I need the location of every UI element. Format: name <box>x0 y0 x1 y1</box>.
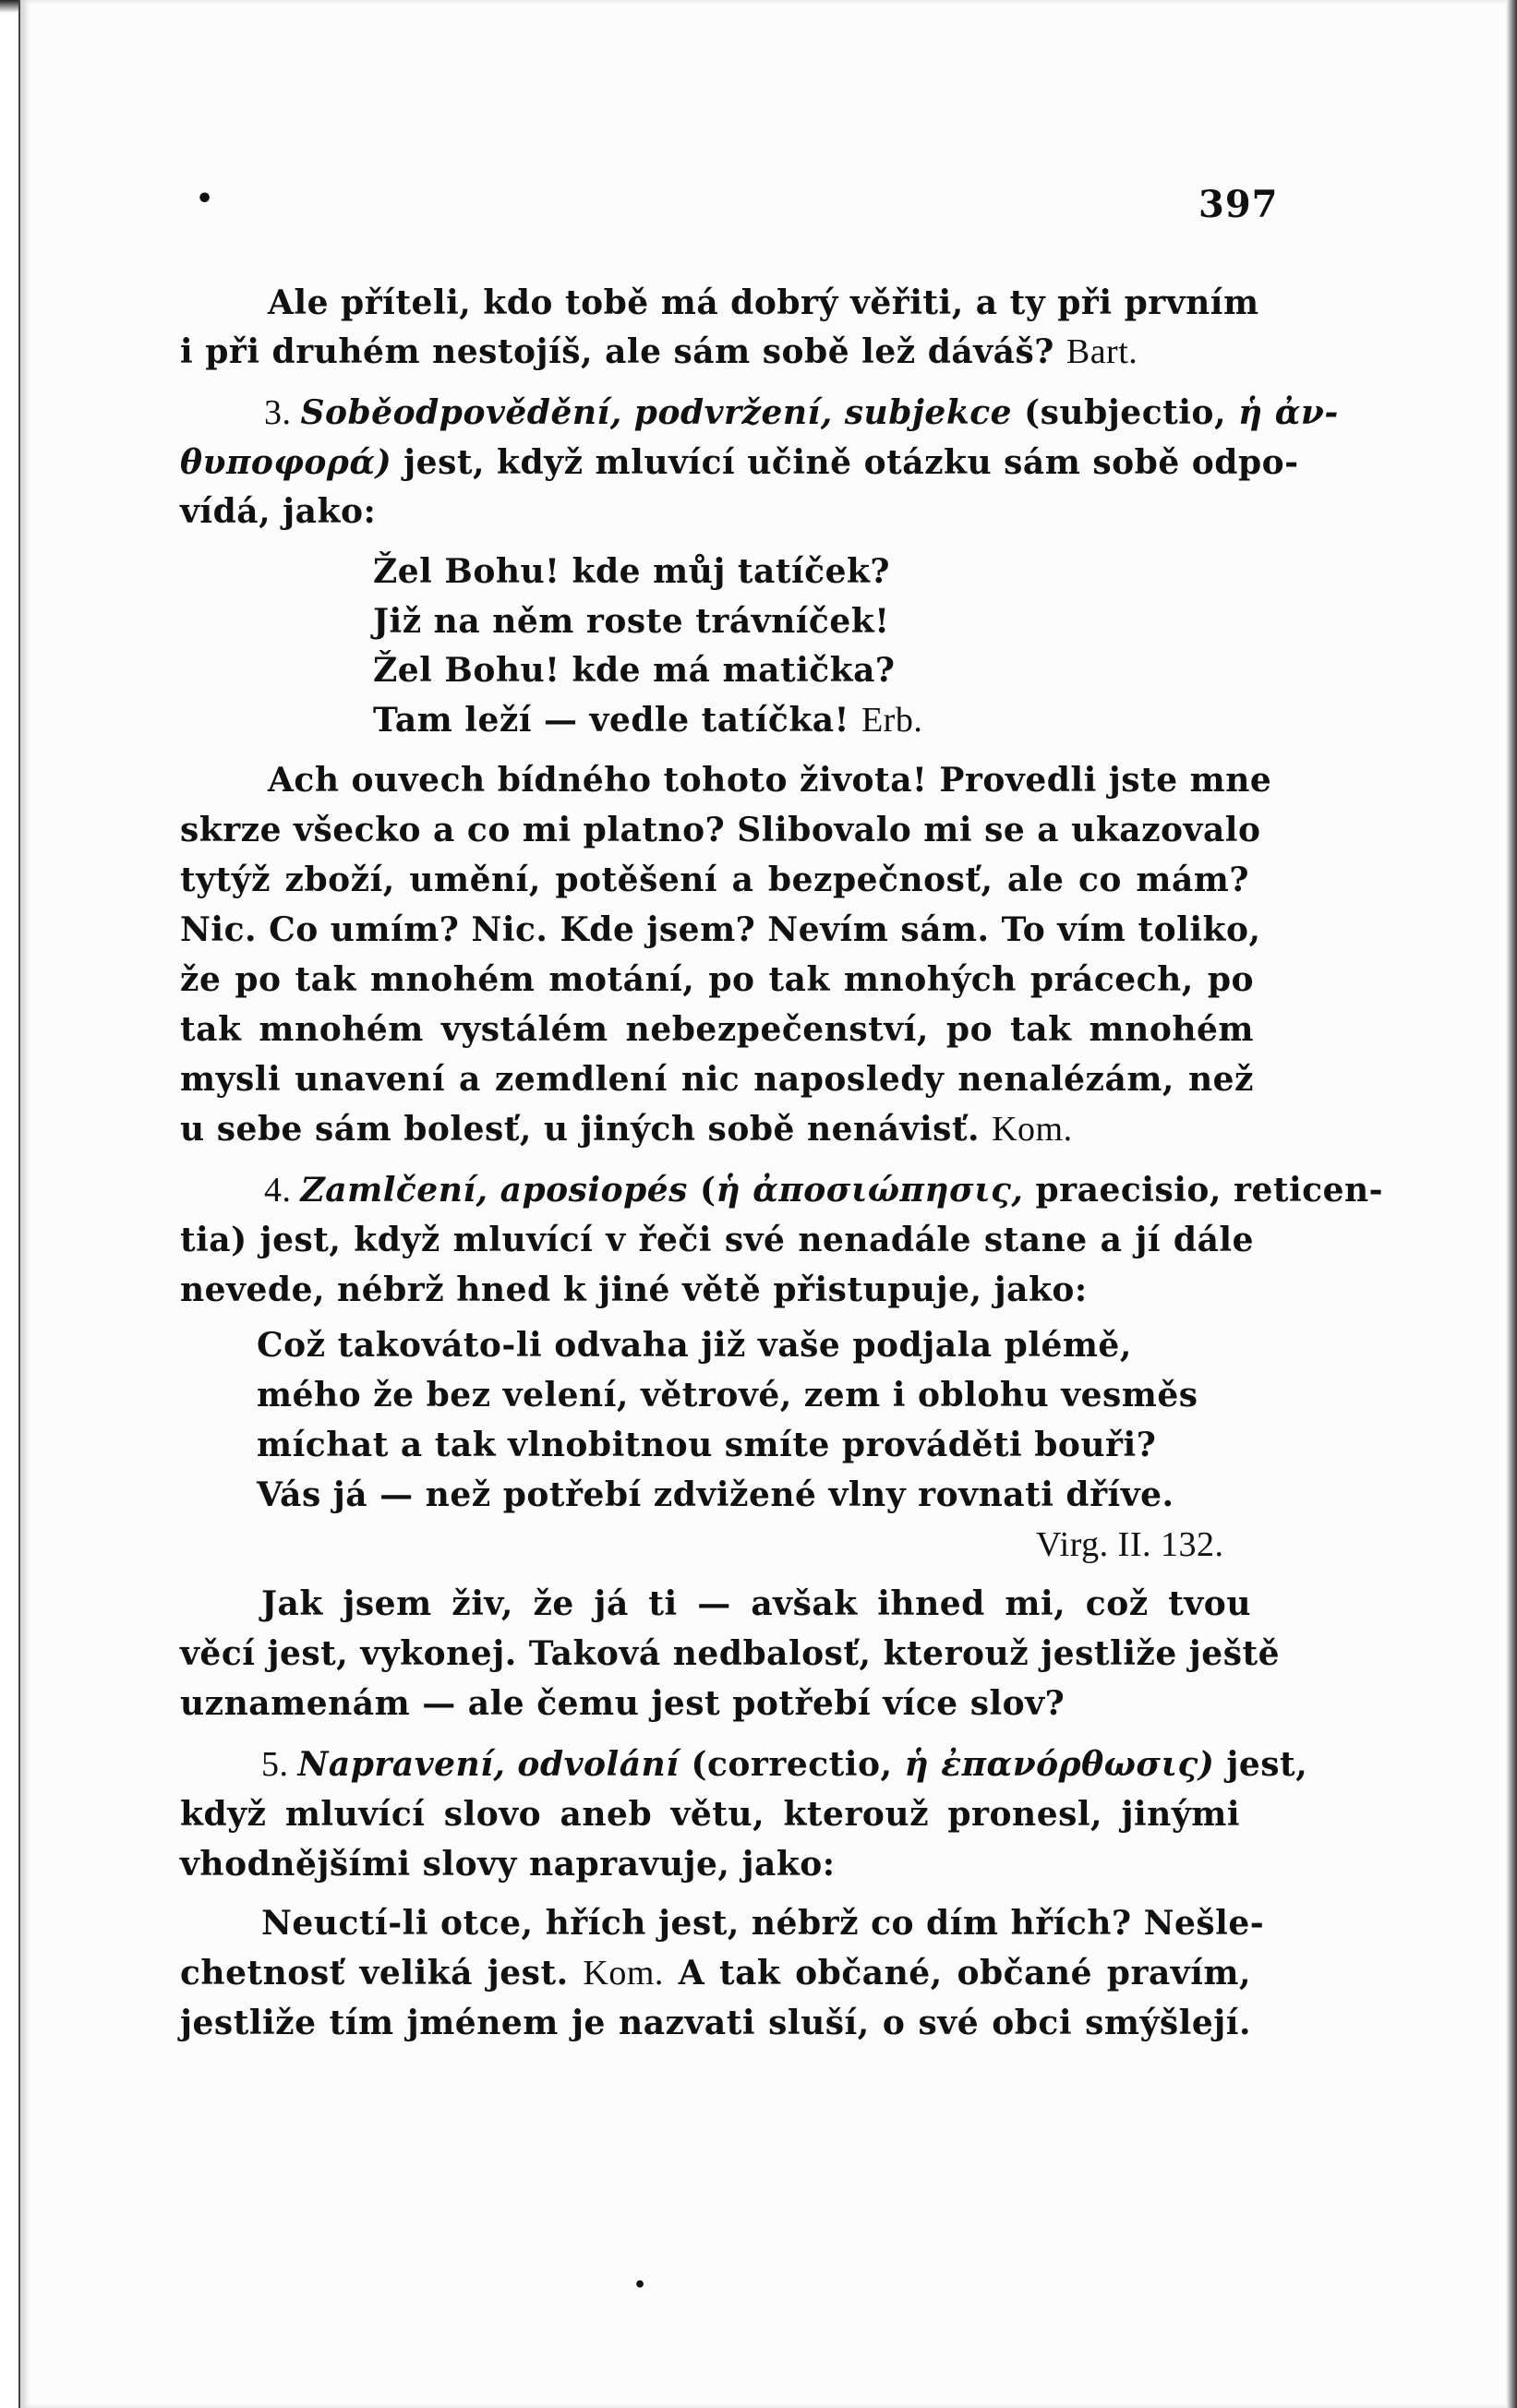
text-line <box>180 1056 1254 1102</box>
text-span: i při druhém nestojíš, ale sám sobě lež dáváš? <box>180 332 1066 371</box>
italic-term: Napravení, odvolání <box>297 1745 680 1784</box>
italic-term: ἡ ἀν- <box>1238 393 1339 432</box>
roman-text: Bart. <box>1066 332 1138 371</box>
text-span: Ach ouvech bídného tohoto života! Provedli jste mne <box>268 761 1272 800</box>
italic-term: θυποφορά) <box>180 443 392 482</box>
text-span: A tak občané, občané pravím, <box>663 1954 1251 1993</box>
roman-text: Virg. II. 132. <box>1036 1525 1224 1564</box>
text-span: chetnosť veliká jest. <box>180 1954 584 1993</box>
text-span: ( <box>687 1171 716 1210</box>
text-span: Ale příteli, kdo tobě má dobrý věřiti, a ty při prvním <box>268 283 1259 322</box>
text-line <box>180 2000 1251 2046</box>
text-span: Již na něm roste trávníček! <box>373 602 890 641</box>
text-line <box>180 1217 1254 1263</box>
text-span: vhodnějšími slovy napravuje, jako: <box>180 1845 836 1884</box>
scan-right-border <box>1506 0 1517 2408</box>
verse-line <box>257 1322 1132 1368</box>
text-line <box>180 1791 1240 1837</box>
text-span: Jak jsem živ, že já ti — avšak ihned mi, což tvou <box>261 1584 1251 1623</box>
text-span: Vás já — než potřebí zdvižené vlny rovnati dříve. <box>257 1475 1174 1514</box>
roman-text: 4. <box>264 1171 301 1210</box>
verse-line <box>373 548 890 595</box>
text-span: že po tak mnohém motání, po tak mnohých prácech, po <box>180 960 1254 999</box>
text-line <box>261 1900 1265 1946</box>
text-span: věcí jest, vykonej. Taková nedbalosť, kterouž jestliže ještě <box>180 1634 1280 1673</box>
roman-text: Erb. <box>861 701 923 740</box>
text-span: (correctio, <box>679 1745 905 1784</box>
text-line <box>268 757 1272 803</box>
text-span: jest, když mluvící učině otázku sám sobě odpo- <box>391 443 1299 482</box>
text-line <box>180 1267 1088 1313</box>
verse-line <box>257 1472 1174 1518</box>
text-line <box>180 1006 1254 1053</box>
text-line <box>180 1950 1251 1996</box>
text-line <box>268 280 1258 326</box>
italic-term: ἡ ἐπανόρθωσις) <box>904 1745 1215 1784</box>
verse-line <box>257 1422 1156 1468</box>
italic-term: Soběodpovědění, podvržení, subjekce <box>300 393 1013 432</box>
text-line <box>264 390 1339 436</box>
text-line <box>180 1841 836 1887</box>
text-line <box>261 1741 1308 1788</box>
text-span: Což takováto-li odvaha již vaše podjala plémě, <box>257 1326 1132 1365</box>
roman-text: 3. <box>264 393 301 432</box>
text-line <box>180 857 1249 903</box>
roman-text: Kom. <box>583 1954 664 1993</box>
margin-mark: • <box>196 183 214 215</box>
text-span: tia) jest, když mluvící v řeči své nenadále stane a jí dále <box>180 1221 1254 1259</box>
text-span: mysli unavení a zemdlení nic naposledy nenalézám, než <box>180 1060 1254 1099</box>
text-span: u sebe sám bolesť, u jiných sobě nenávisť. <box>180 1110 993 1149</box>
italic-term: ἡ ἀποσιώπησις, <box>716 1171 1024 1210</box>
text-line <box>180 1680 1065 1727</box>
text-span: mého že bez velení, větrové, zem i oblohu vesměs <box>257 1376 1198 1415</box>
text-span: Žel Bohu! kde můj tatíček? <box>373 552 891 591</box>
text-span: nevede, nébrž hned k jiné větě přistupuje, jako: <box>180 1270 1088 1309</box>
text-span: jestliže tím jménem je nazvati sluší, o své obci smýšlejí. <box>180 2004 1251 2042</box>
text-line <box>264 1167 1384 1213</box>
text-line <box>180 488 376 535</box>
text-span: tytýž zboží, umění, potěšení a bezpečnosť, ale co mám? <box>180 861 1249 899</box>
verse-line <box>373 598 890 644</box>
text-line <box>180 1631 1280 1677</box>
roman-text: 5. <box>261 1745 298 1784</box>
citation <box>1036 1522 1224 1568</box>
text-span: tak mnohém vystálém nebezpečenství, po tak mnohém <box>180 1010 1254 1049</box>
text-line <box>180 329 1138 375</box>
text-span: vídá, jako: <box>180 492 377 531</box>
text-line <box>261 1581 1251 1627</box>
bottom-mark: • <box>633 2273 647 2297</box>
text-line <box>180 807 1261 853</box>
text-span: praecisio, reticen- <box>1023 1171 1384 1210</box>
text-line <box>180 957 1254 1003</box>
text-line <box>180 907 1261 953</box>
verse-line <box>257 1372 1198 1418</box>
text-line <box>180 1106 1073 1152</box>
text-span: Žel Bohu! kde má matička? <box>373 651 896 690</box>
page-number: 397 <box>1198 183 1279 226</box>
text-span: Neuctí-li otce, hřích jest, nébrž co dím hřích? Nešle- <box>261 1904 1265 1943</box>
text-span: když mluvící slovo aneb větu, kterouž pronesl, jinými <box>180 1795 1240 1834</box>
verse-line <box>373 697 922 743</box>
roman-text: Kom. <box>992 1110 1073 1149</box>
text-span: uznamenám — ale čemu jest potřebí více slov? <box>180 1684 1066 1723</box>
text-line <box>180 439 1299 486</box>
verse-line <box>373 647 896 693</box>
text-span: Nic. Co umím? Nic. Kde jsem? Nevím sám. To vím toliko, <box>180 910 1261 949</box>
text-span: skrze všecko a co mi platno? Slibovalo mi se a ukazovalo <box>180 811 1261 849</box>
italic-term: Zamlčení, aposiopés <box>300 1171 688 1210</box>
text-span: (subjectio, <box>1012 393 1239 432</box>
text-span: jest, <box>1214 1745 1308 1784</box>
text-span: Tam leží — vedle tatíčka! <box>373 701 861 740</box>
text-span: míchat a tak vlnobitnou smíte prováděti bouři? <box>257 1426 1157 1464</box>
